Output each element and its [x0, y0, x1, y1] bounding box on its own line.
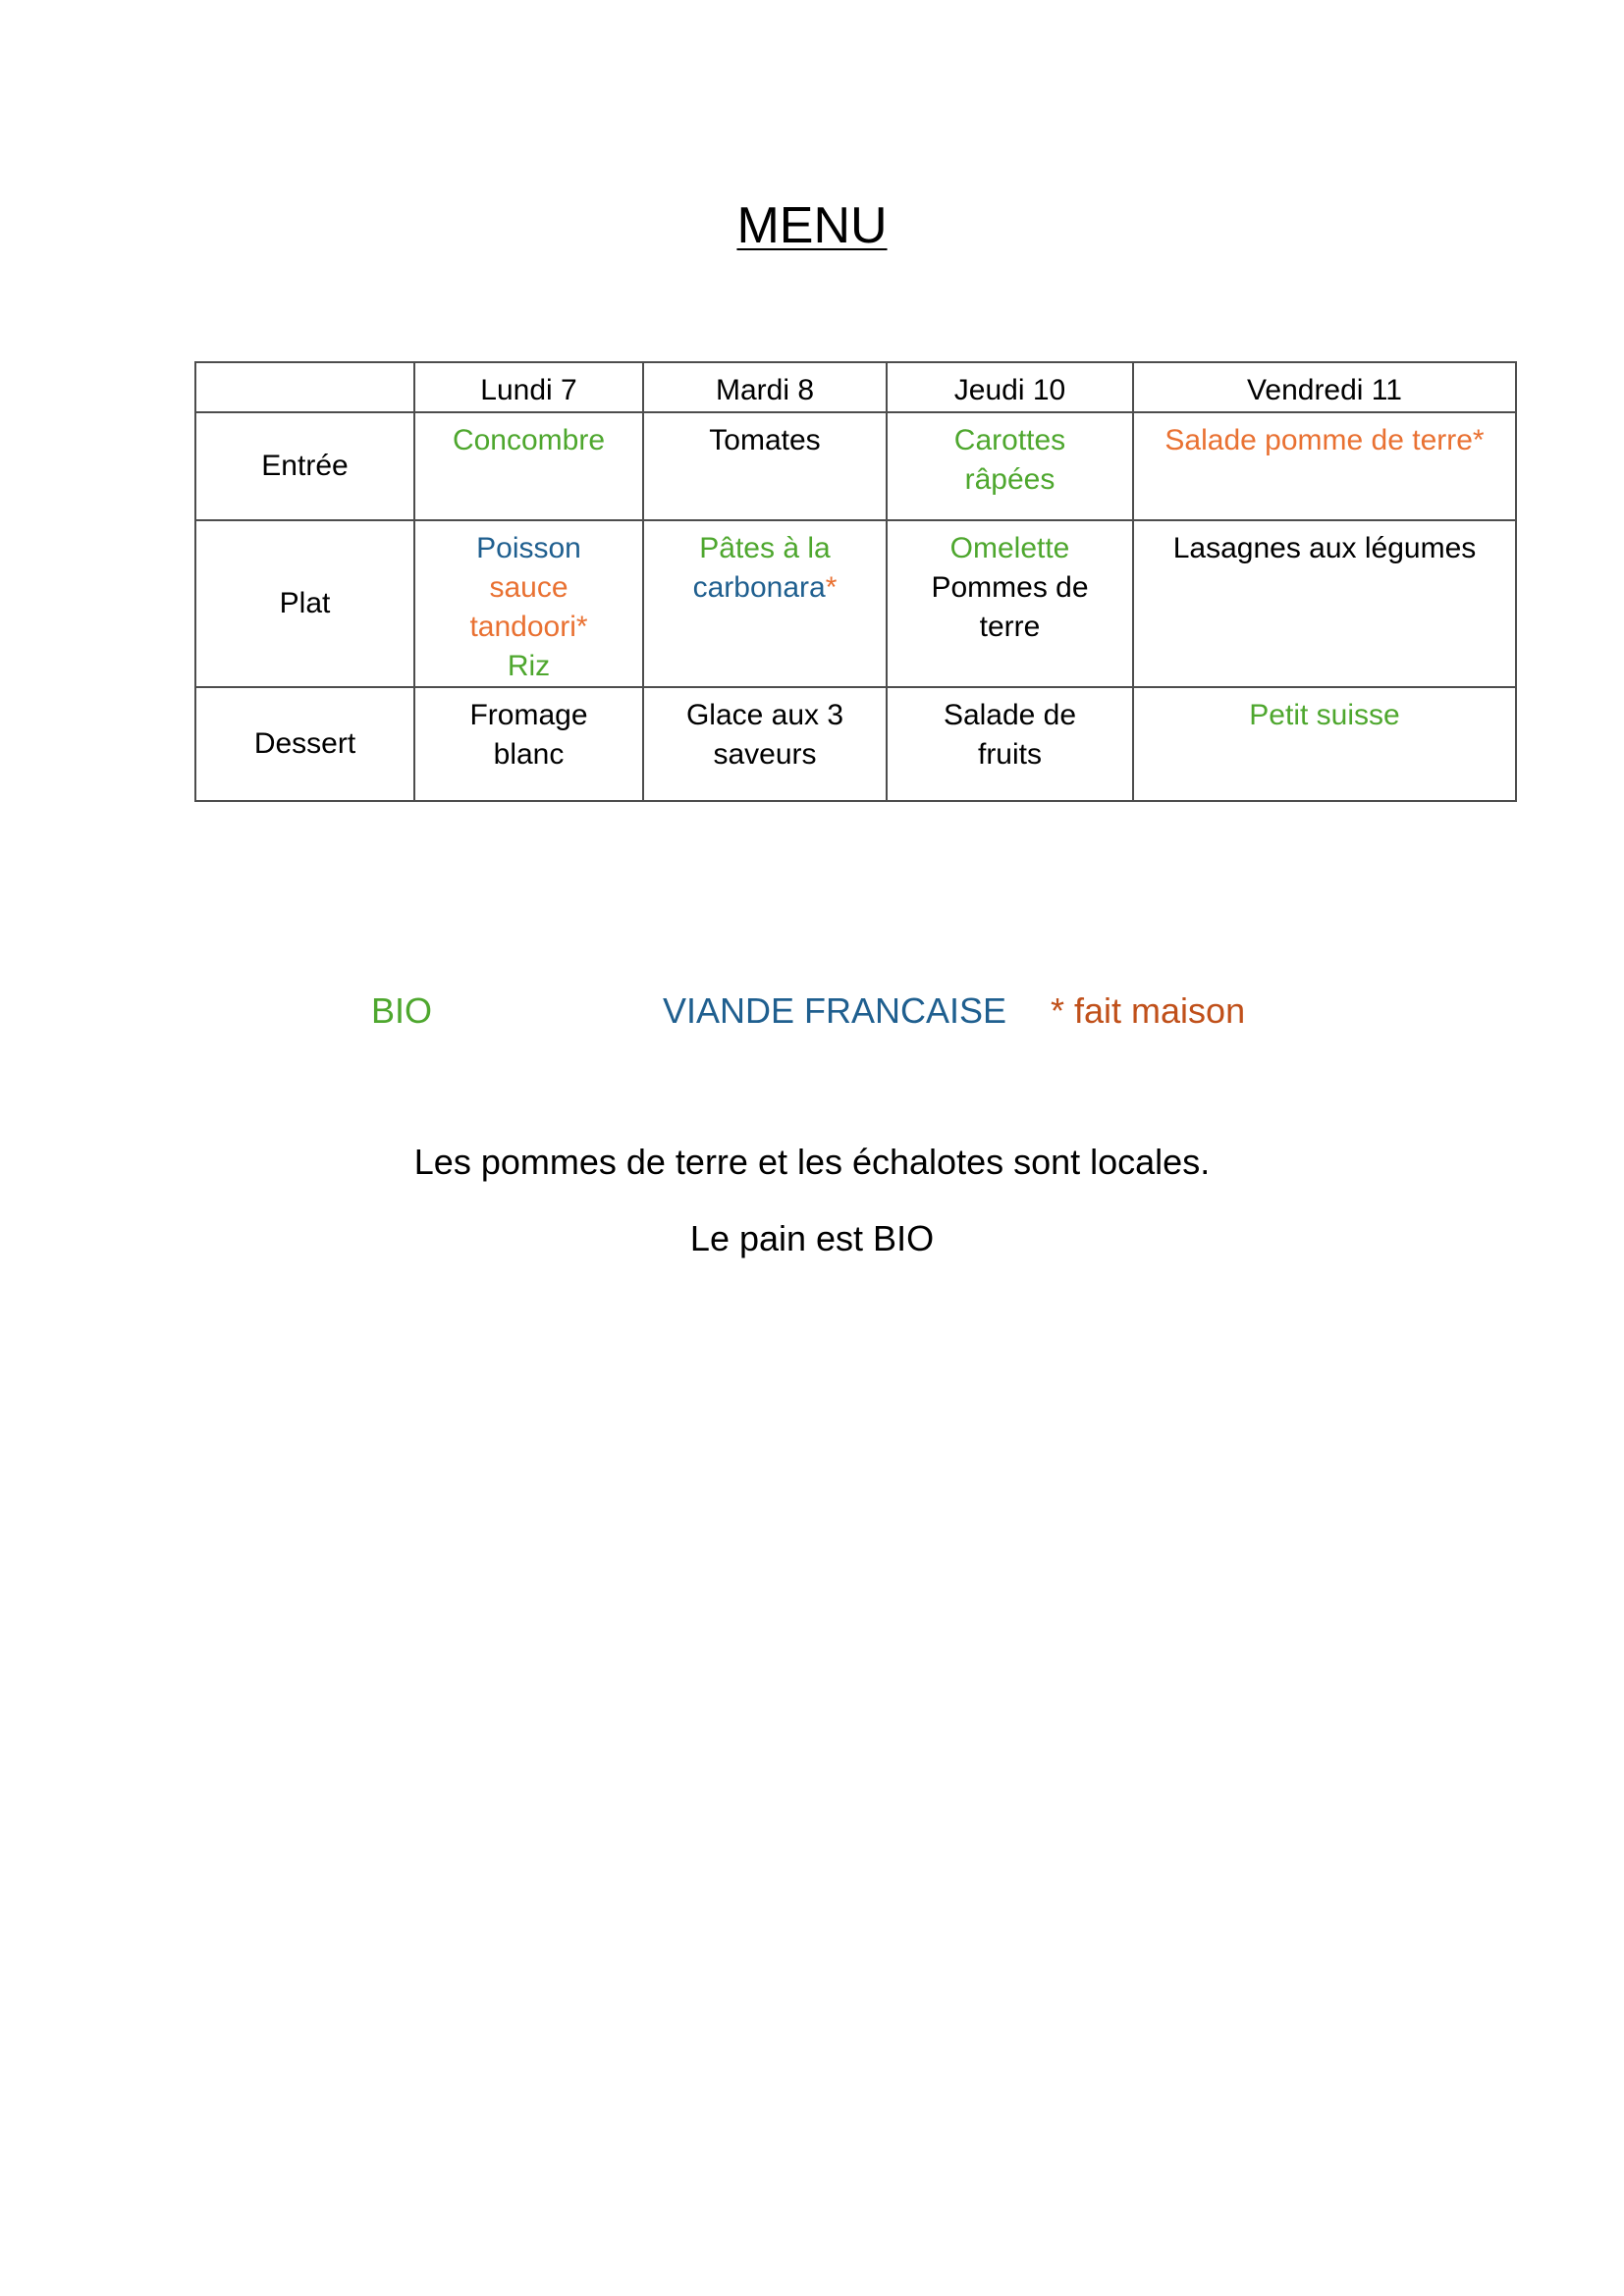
dish-line	[893, 696, 1126, 735]
row-label-entree: Entrée	[195, 412, 414, 520]
menu-cell	[1133, 520, 1516, 687]
dish-text: Petit suisse	[1249, 699, 1400, 731]
day-header: Vendredi 11	[1133, 362, 1516, 412]
menu-cell	[414, 412, 643, 520]
note-bread-bio: Le pain est BIO	[689, 1218, 935, 1258]
dish-text: terre	[979, 611, 1041, 643]
dish-text: Fromage	[469, 699, 588, 731]
menu-cell	[887, 687, 1133, 801]
dish-text: blanc	[493, 738, 565, 771]
legend-bio: BIO	[371, 990, 433, 1031]
dish-text: Salade pomme de terre*	[1164, 424, 1485, 456]
dish-line	[421, 647, 636, 686]
legend-fait-maison: * fait maison	[1051, 990, 1246, 1031]
dish-line	[421, 696, 636, 735]
dish-line	[893, 421, 1126, 460]
dish-line	[893, 568, 1126, 608]
dish-text: sauce	[489, 571, 568, 604]
day-header: Lundi 7	[414, 362, 643, 412]
menu-cell	[414, 687, 643, 801]
dish-text: Glace aux 3	[685, 699, 844, 731]
dish-line	[893, 529, 1126, 568]
dish-text: saveurs	[713, 738, 817, 771]
dish-text: Concombre	[452, 424, 606, 456]
dish-text: *	[825, 571, 838, 604]
dish-line	[650, 421, 880, 460]
dish-line	[1140, 421, 1509, 460]
dish-line	[893, 735, 1126, 774]
dish-line	[421, 568, 636, 608]
dish-line	[421, 421, 636, 460]
table-row	[195, 520, 1516, 687]
dish-line	[421, 608, 636, 647]
menu-cell	[1133, 687, 1516, 801]
dish-text: Salade de	[943, 699, 1077, 731]
dish-text: tandoori*	[469, 611, 588, 643]
dish-line	[1140, 696, 1509, 735]
table-row	[195, 687, 1516, 801]
menu-cell	[1133, 412, 1516, 520]
dish-text: fruits	[977, 738, 1042, 771]
day-header: Jeudi 10	[887, 362, 1133, 412]
menu-cell	[643, 520, 887, 687]
table-row	[195, 412, 1516, 520]
dish-line	[893, 608, 1126, 647]
dish-line	[421, 735, 636, 774]
table-header-row	[195, 362, 1516, 412]
dish-line	[421, 529, 636, 568]
legend	[0, 989, 1624, 1033]
dish-line	[650, 529, 880, 568]
dish-text: Riz	[507, 650, 551, 682]
dish-text: carbonara	[692, 571, 826, 604]
dish-line	[650, 696, 880, 735]
dish-line	[650, 568, 880, 608]
dish-text: Omelette	[949, 532, 1070, 564]
dish-line	[893, 460, 1126, 500]
corner-cell	[195, 362, 414, 412]
dish-line	[1140, 529, 1509, 568]
legend-viande-francaise: VIANDE FRANCAISE	[663, 990, 1007, 1031]
dish-text: Poisson	[476, 532, 581, 564]
day-header: Mardi 8	[643, 362, 887, 412]
dish-text: râpées	[964, 463, 1056, 496]
row-label-dessert: Dessert	[195, 687, 414, 801]
dish-text: Carottes	[953, 424, 1066, 456]
menu-table	[194, 361, 1517, 802]
note-local-produce: Les pommes de terre et les échalotes sont locales.	[413, 1142, 1211, 1182]
menu-cell	[887, 412, 1133, 520]
dish-text: Pâtes à la	[699, 532, 831, 564]
menu-cell	[414, 520, 643, 687]
menu-cell	[887, 520, 1133, 687]
menu-cell	[643, 412, 887, 520]
page-title: MENU	[736, 197, 888, 254]
dish-text: Pommes de	[931, 571, 1089, 604]
row-label-plat: Plat	[195, 520, 414, 687]
dish-text: Tomates	[709, 424, 821, 456]
menu-cell	[643, 687, 887, 801]
dish-text: Lasagnes aux légumes	[1172, 532, 1477, 564]
dish-line	[650, 735, 880, 774]
